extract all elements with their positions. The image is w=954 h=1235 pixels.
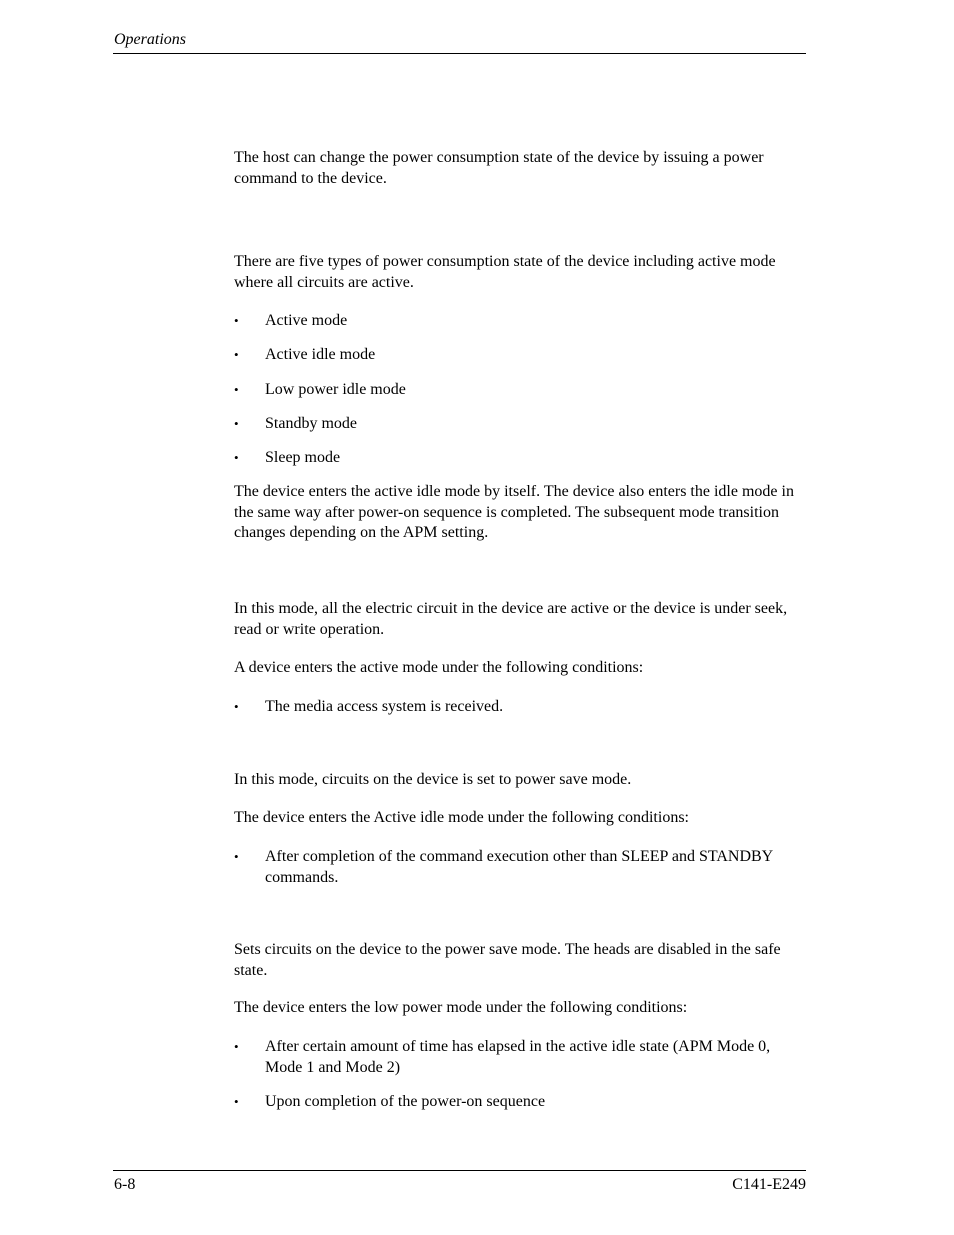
paragraph-low-power-conditions: The device enters the low power mode under the following conditions:: [234, 999, 688, 1016]
bullet-icon: •: [234, 699, 239, 714]
bullet-icon: •: [234, 382, 239, 397]
bullet-icon: •: [234, 1094, 239, 1109]
footer-rule: [113, 1170, 806, 1171]
bullet-icon: •: [234, 849, 239, 864]
paragraph-active-conditions: A device enters the active mode under the following conditions:: [234, 659, 644, 676]
bullet-icon: •: [234, 450, 239, 465]
list-item: [234, 1092, 806, 1113]
bullet-icon: •: [234, 347, 239, 362]
header-rule: [113, 53, 806, 54]
list-item: [234, 414, 806, 435]
page-number: 6-8: [114, 1176, 136, 1193]
list-item-label: After certain amount of time has elapsed in the active idle state (APM Mode 0, Mode 1 and Mode 2): [265, 1038, 771, 1076]
paragraph-apm-transition: The device enters the active idle mode by itself. The device also enters the idle mode in the same way after power-on sequence is completed. The subsequent mode transition changes depending on the APM setting.: [234, 483, 794, 541]
document-id: C141-E249: [732, 1176, 806, 1193]
list-item: [234, 380, 806, 401]
paragraph-active-idle-mode: In this mode, circuits on the device is set to power save mode.: [234, 771, 632, 788]
list-item: [234, 1037, 806, 1078]
list-item-label: Active mode: [265, 312, 348, 329]
paragraph-active-idle-conditions: The device enters the Active idle mode under the following conditions:: [234, 809, 689, 826]
bullet-icon: •: [234, 313, 239, 328]
bullet-icon: •: [234, 1039, 239, 1054]
list-item-label: Standby mode: [265, 415, 357, 432]
paragraph-power-commands: The host can change the power consumption state of the device by issuing a power command to the device.: [234, 149, 764, 187]
list-item: [234, 345, 806, 366]
list-item: [234, 311, 806, 332]
list-item-label: The media access system is received.: [265, 698, 504, 715]
list-item: [234, 697, 806, 718]
bullet-icon: •: [234, 416, 239, 431]
list-item-label: Active idle mode: [265, 346, 376, 363]
list-item-label: After completion of the command execution other than SLEEP and STANDBY commands.: [265, 848, 773, 886]
list-item-label: Low power idle mode: [265, 381, 406, 398]
paragraph-five-states: There are five types of power consumption state of the device including active mode where all circuits are active.: [234, 253, 776, 291]
list-item: [234, 847, 806, 888]
paragraph-low-power-idle-mode: Sets circuits on the device to the power save mode. The heads are disabled in the safe state.: [234, 941, 781, 979]
running-head: Operations: [114, 31, 186, 48]
list-item-label: Upon completion of the power-on sequence: [265, 1093, 546, 1110]
list-item: [234, 448, 806, 469]
paragraph-active-mode: In this mode, all the electric circuit in the device are active or the device is under seek, read or write operation.: [234, 600, 788, 638]
list-item-label: Sleep mode: [265, 449, 341, 466]
